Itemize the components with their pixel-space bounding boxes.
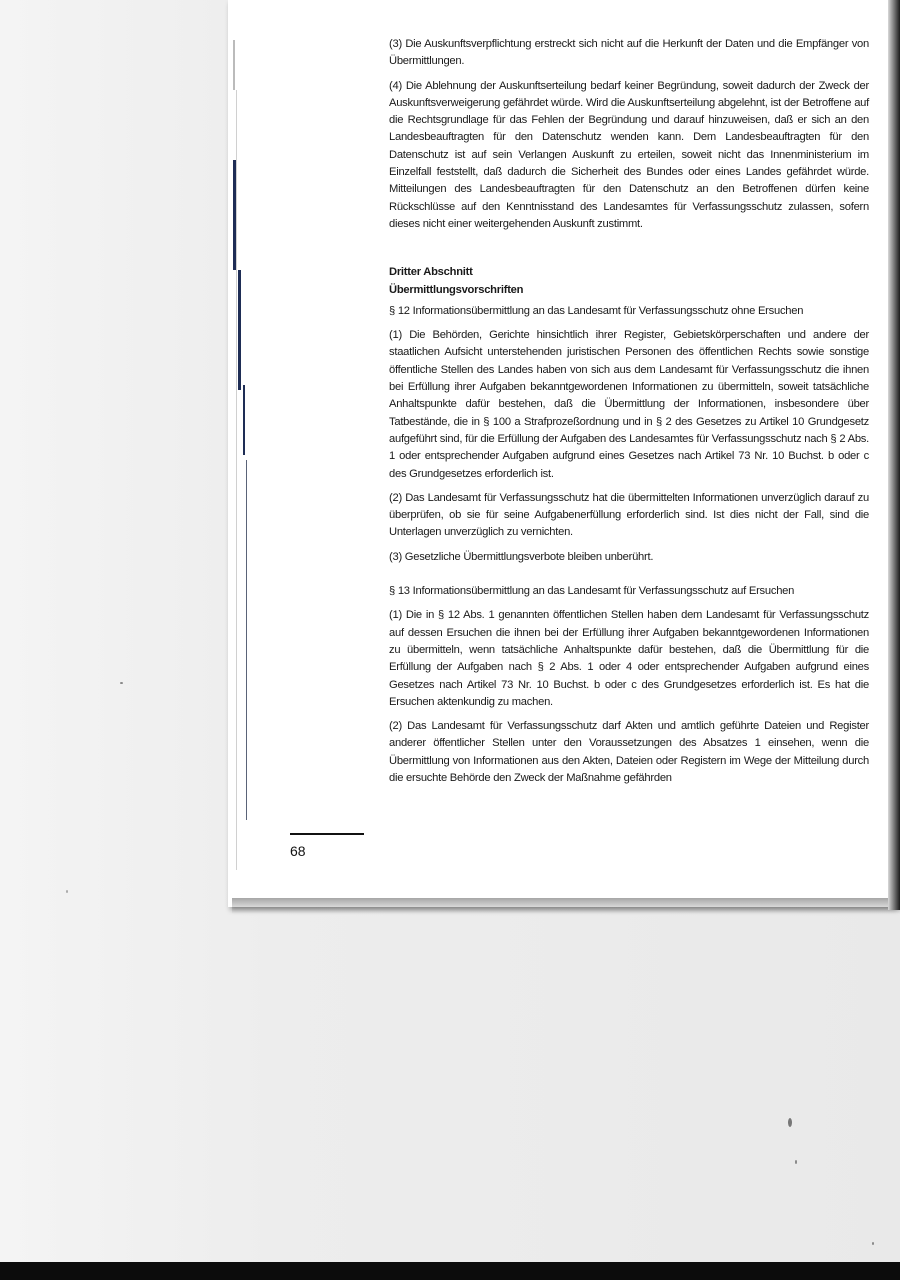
section-13-heading: § 13 Informationsübermittlung an das Landesamt für Verfassungsschutz auf Ersuchen — [389, 585, 795, 598]
main-text-column — [389, 36, 869, 794]
binding-mark — [238, 270, 241, 390]
section-12-heading: § 12 Informationsübermittlung an das Landesamt für Verfassungsschutz ohne Ersuchen — [389, 304, 804, 317]
binding-mark — [243, 385, 245, 455]
section-12-paragraph-1: (1) Die Behörden, Gerichte hinsichtlich ihrer Register, Gebietskörperschaften und andere der staatlichen Aufsicht unterstehenden juristischen Personen des öffentlichen Rechts sowie sonstige öffentliche Stellen des Landes haben von sich aus dem Landesamt für Verfassungsschutz die ihnen bei Erfüllung ihrer Aufgaben bekanntgewordenen Informationen zu übermitteln, soweit tatsächliche Anhaltspunkte dafür bestehen, daß die Übermittlung der Informationen, insbesondere über Tatbestände, die in § 100 a Strafprozeßordnung und in § 2 des Gesetzes zu Artikel 10 Grundgesetz aufgeführt sind, für die Erfüllung der Aufgaben des Landesamtes für Verfassungsschutz nach § 2 Abs. 1 oder entsprechender Aufgaben aufgrund eines Gesetzes nach Artikel 73 Nr. 10 Buchst. b oder c des Grundgesetzes erforderlich ist. — [389, 329, 869, 480]
page-right-edge — [888, 0, 900, 910]
binding-shadow — [236, 90, 237, 870]
section-13-paragraph-1: (1) Die in § 12 Abs. 1 genannten öffentlichen Stellen haben dem Landesamt für Verfassungsschutz auf dessen Ersuchen die ihnen bei der Erfüllung ihrer Aufgaben bekanntgewordenen Informationen zu übermitteln, wenn tatsächliche Anhaltspunkte dafür bestehen, daß die Übermittlung für die Erfüllung der Aufgaben nach § 2 Abs. 1 oder 4 oder entsprechender Aufgaben aufgrund eines Gesetzes nach Artikel 73 Nr. 10 Buchst. b oder c des Grundgesetzes erforderlich ist. Es hat die Ersuchen aktenkundig zu machen. — [389, 609, 869, 708]
section-title: Übermittlungsvorschriften — [389, 283, 524, 296]
scan-speck — [66, 890, 68, 893]
scanner-bottom-edge — [0, 1262, 900, 1280]
scan-speck — [788, 1118, 792, 1127]
section-label: Dritter Abschnitt — [389, 266, 473, 279]
footer-rule — [290, 833, 364, 835]
page-shadow — [232, 898, 900, 914]
section-13-paragraph-2: (2) Das Landesamt für Verfassungsschutz darf Akten und amtlich geführte Dateien und Register anderer öffentlicher Stellen unter den Voraussetzungen des Absatzes 1 einsehen, wenn die Übermittlung von Informationen aus den Akten, Dateien oder Registern im Wege der Mitteilung durch die ersuchte Behörde den Zweck der Maßnahme gefährden — [389, 720, 869, 784]
section-12-paragraph-2: (2) Das Landesamt für Verfassungsschutz hat die übermittelten Informationen unverzüglich darauf zu überprüfen, ob sie für seine Aufgabenerfüllung erforderlich sind. Ist dies nicht der Fall, sind die Unterlagen unverzüglich zu vernichten. — [389, 491, 869, 539]
binding-mark — [233, 40, 235, 90]
paragraph-auskunft-3: (3) Die Auskunftsverpflichtung erstreckt sich nicht auf die Herkunft der Daten und die Empfänger von Übermittlungen. — [389, 38, 869, 68]
scan-speck — [120, 682, 123, 684]
paragraph-auskunft-4: (4) Die Ablehnung der Auskunftserteilung bedarf keiner Begründung, soweit dadurch der Zweck der Auskunftsverweigerung gefährdet würde. Wird die Auskunftserteilung abgelehnt, ist der Betroffene auf die Rechtsgrundlage für das Fehlen der Begründung und darauf hinzuweisen, daß er sich an den Landesbeauftragten für den Datenschutz wenden kann. Dem Landesbeauftragten für den Datenschutz ist auf sein Verlangen Auskunft zu erteilen, soweit nicht das Innenministerium im Einzelfall feststellt, daß dadurch die Sicherheit des Bundes oder eines Landes gefährdet würde. Mitteilungen des Landesbeauftragten für den Datenschutz an den Betroffenen dürfen keine Rückschlüsse auf den Kenntnisstand des Landesamtes für Verfassungsschutz zulassen, sofern dieses nicht einer weitergehenden Auskunft zustimmt. — [389, 79, 869, 230]
scan-speck — [795, 1160, 797, 1164]
binding-mark — [246, 460, 247, 820]
section-12-paragraph-3: (3) Gesetzliche Übermittlungsverbote bleiben unberührt. — [389, 550, 654, 563]
page-number: 68 — [290, 843, 306, 859]
binding-mark — [233, 160, 236, 270]
scan-speck — [872, 1242, 874, 1245]
